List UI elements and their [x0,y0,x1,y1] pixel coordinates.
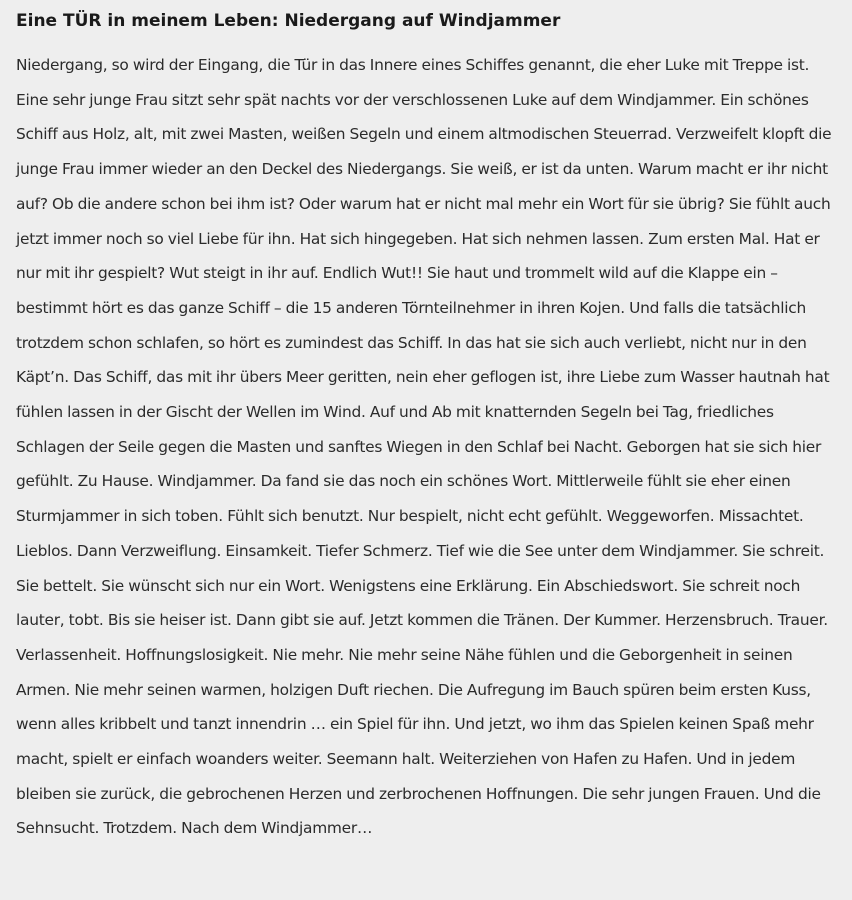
article-title: Eine TÜR in meinem Leben: Niedergang auf Windjammer [16,11,561,31]
article-body: Niedergang, so wird der Eingang, die Tür in das Innere eines Schiffes genannt, die eher Luke mit Treppe ist. Eine sehr junge Frau sitzt sehr spät nachts vor der verschlossenen Luke auf dem Windjammer. Ein schönes Schiff aus Holz, alt, mit zwei Masten, weißen Segeln und einem altmodischen Steuerrad. Verzweifelt klopft die junge Frau immer wieder an den Deckel des Niedergangs. Sie weiß, er ist da unten. Warum macht er ihr nicht auf? Ob die andere schon bei ihm ist? Oder warum hat er nicht mal mehr ein Wort für sie übrig? Sie fühlt auch jetzt immer noch so viel Liebe für ihn. Hat sich hingegeben. Hat sich nehmen lassen. Zum ersten Mal. Hat er nur mit ihr gespielt? Wut steigt in ihr auf. Endlich Wut!! Sie haut und trommelt wild auf die Klappe ein – bestimmt hört es das ganze Schiff – die 15 anderen Törnteilnehmer in ihren Kojen. Und falls die tatsächlich trotzdem schon schlafen, so hört es zumindest das Schiff. In das hat sie sich auch verliebt, nicht nur in den Käpt’n. Das Schiff, das mit ihr übers Meer geritten, nein eher geflogen ist, ihre Liebe zum Wasser hautnah hat fühlen lassen in der Gischt der Wellen im Wind. Auf und Ab mit knatternden Segeln bei Tag, friedliches Schlagen der Seile gegen die Masten und sanftes Wiegen in den Schlaf bei Nacht. Geborgen hat sie sich hier gefühlt. Zu Hause. Windjammer. Da fand sie das noch ein schönes Wort. Mittlerweile fühlt sie eher einen Sturmjammer in sich toben. Fühlt sich benutzt. Nur bespielt, nicht echt gefühlt. Weggeworfen. Missachtet. Lieblos. Dann Verzweiflung. Einsamkeit. Tiefer Schmerz. Tief wie die See unter dem Windjammer. Sie schreit. Sie bettelt. Sie wünscht sich nur ein Wort. Wenigstens eine Erklärung. Ein Abschiedswort. Sie schreit noch lauter, tobt. Bis sie heiser ist. Dann gibt sie auf. Jetzt kommen die Tränen. Der Kummer. Herzensbruch. Trauer. Verlassenheit. Hoffnungslosigkeit. Nie mehr. Nie mehr seine Nähe fühlen und die Geborgenheit in seinen Armen. Nie mehr seinen warmen, holzigen Duft riechen. Die Aufregung im Bauch spüren beim ersten Kuss, wenn alles kribbelt und tanzt innendrin … ein Spiel für ihn. Und jetzt, wo ihm das Spielen keinen Spaß mehr macht, spielt er einfach woanders weiter. Seemann halt. Weiterziehen von Hafen zu Hafen. Und in jedem bleiben sie zurück, die gebrochenen Herzen und zerbrochenen Hoffnungen. Die sehr jungen Frauen. Und die Sehnsucht. Trotzdem. Nach dem Windjammer… [16,56,832,838]
